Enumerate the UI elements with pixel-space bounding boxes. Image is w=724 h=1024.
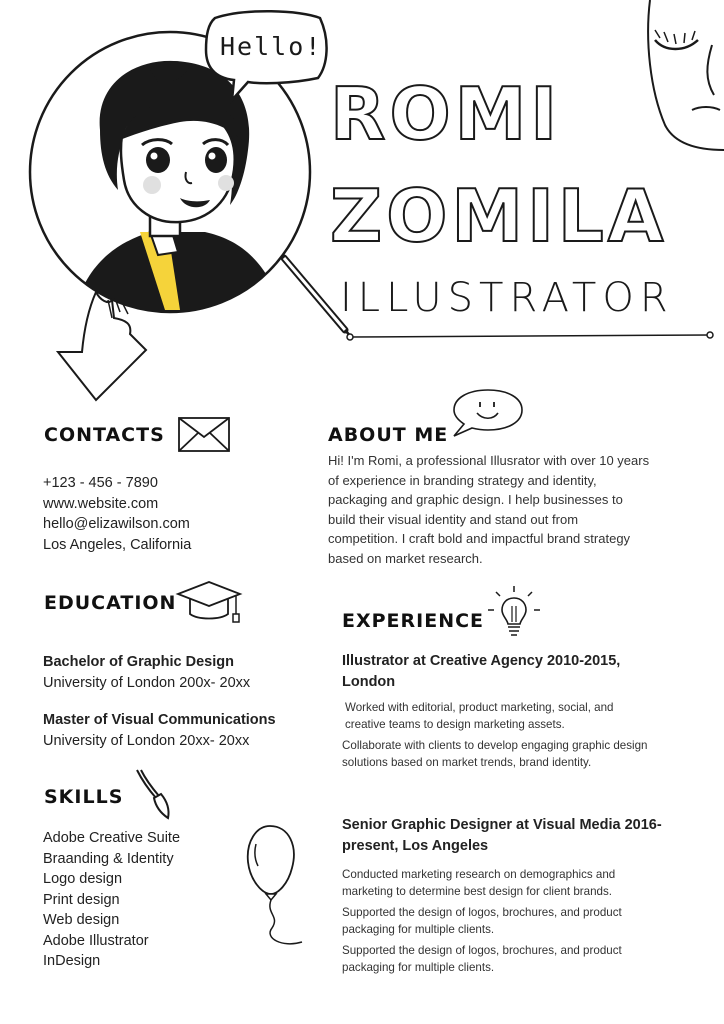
experience-item-2 (342, 815, 662, 976)
experience-title (342, 651, 648, 692)
education-school: University of London 20xx- 20xx (43, 732, 250, 749)
envelope-icon (178, 417, 230, 453)
contact-list (43, 473, 191, 555)
experience-bullet (342, 737, 648, 771)
skill-item: Web design (43, 912, 120, 928)
skill-item: Adobe Creative Suite (43, 830, 181, 846)
contact-phone[interactable]: +123 - 456 - 7890 (43, 475, 158, 491)
about-heading: ABOUT ME (328, 424, 449, 446)
bullet-line: Conducted marketing research on demographics and (342, 868, 616, 881)
education-degree: Bachelor of Graphic Design (43, 654, 234, 670)
about-line: packaging and graphic design. I help businesses to (328, 492, 623, 507)
skill-item: InDesign (43, 953, 101, 969)
last-name: ZOMILA (330, 174, 668, 258)
job-title: ILLUSTRATOR (340, 275, 674, 321)
experience-title-line: London (342, 673, 396, 690)
graduation-cap-icon (176, 580, 242, 626)
contact-email[interactable]: hello@elizawilson.com (43, 516, 190, 532)
education-heading: EDUCATION (44, 592, 177, 614)
contact-location: Los Angeles, California (43, 536, 192, 553)
experience-item-1 (342, 651, 648, 771)
bullet-line: Supported the design of logos, brochures, and product (342, 944, 622, 957)
paintbrush-icon (134, 768, 174, 820)
skill-item: Adobe Illustrator (43, 932, 149, 949)
experience-title-line: present, Los Angeles (342, 837, 489, 854)
smile-chat-icon (450, 388, 526, 440)
contact-website[interactable]: www.website.com (43, 495, 159, 512)
lightbulb-icon (486, 584, 542, 640)
skill-item: Print design (43, 891, 120, 908)
education-item-2 (43, 710, 276, 751)
skills-heading: SKILLS (44, 786, 124, 808)
bullet-line: creative teams to design marketing assets. (345, 718, 565, 731)
skill-item: Logo design (43, 871, 123, 887)
bullet-line: Worked with editorial, product marketing, social, and (345, 701, 614, 714)
skill-item: Braanding & Identity (43, 850, 174, 867)
experience-bullet (342, 942, 662, 976)
about-line: build their visual identity and stand out from (328, 511, 579, 527)
contacts-heading: CONTACTS (44, 424, 165, 446)
about-line: based on market research. (328, 550, 483, 566)
bullet-line: packaging for multiple clients. (342, 923, 495, 936)
bullet-line: marketing to determine best design for client brands. (342, 885, 613, 898)
about-line: competition. I craft bold and impactful brand strategy (328, 531, 631, 546)
education-school: University of London 200x- 20xx (43, 674, 251, 691)
experience-heading: EXPERIENCE (342, 610, 485, 632)
experience-title (342, 815, 662, 856)
experience-bullet (342, 904, 662, 938)
skills-list (43, 828, 180, 972)
about-text (328, 451, 649, 568)
balloon-icon (244, 824, 310, 954)
speech-bubble-text: Hello! (220, 32, 323, 61)
about-line: of experience in branding strategy and identity, (328, 472, 597, 488)
experience-title-line: Illustrator at Creative Agency 2010-2015, (342, 653, 621, 669)
education-item-1 (43, 652, 250, 693)
experience-title-line: Senior Graphic Designer at Visual Media 2016- (342, 817, 662, 833)
experience-bullet (342, 866, 662, 900)
bullet-line: packaging for multiple clients. (342, 961, 495, 974)
about-line: Hi! I'm Romi, a professional Illusrator with over 10 years (328, 453, 650, 468)
education-degree: Master of Visual Communications (43, 712, 276, 728)
first-name: ROMI (330, 72, 562, 156)
bullet-line: solutions based on market trends, brand identity. (342, 756, 592, 769)
experience-bullet (342, 699, 648, 733)
bullet-line: Collaborate with clients to develop engaging graphic design (342, 739, 648, 752)
bullet-line: Supported the design of logos, brochures, and product (342, 906, 622, 919)
